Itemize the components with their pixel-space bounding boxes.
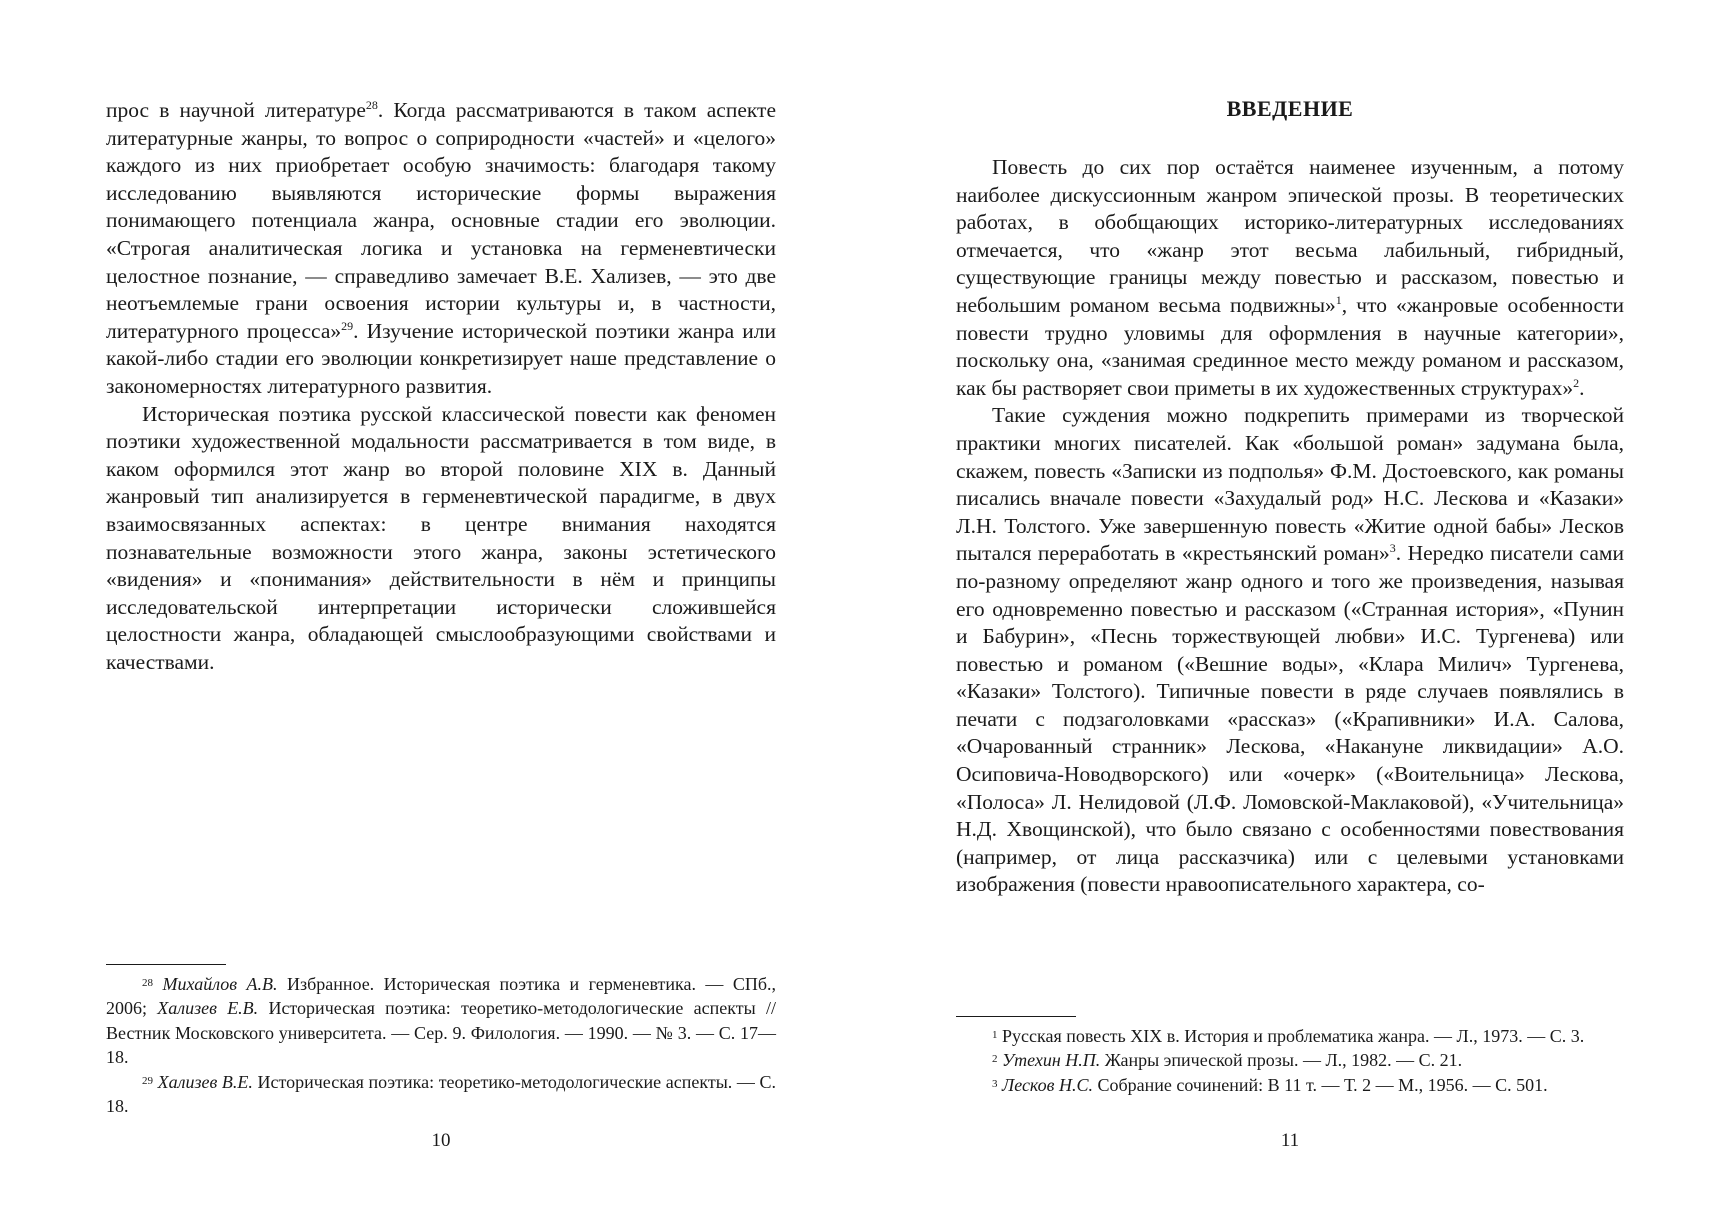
footnote xyxy=(956,1048,1624,1072)
footnote-number: 28 xyxy=(142,977,153,989)
italic-author: Утехин Н.П. xyxy=(1002,1050,1101,1071)
italic-author: Хализев Е.В. xyxy=(157,998,259,1019)
footnote xyxy=(106,972,776,1070)
footnote-reference: 28 xyxy=(365,97,378,112)
footnote-reference: 29 xyxy=(341,318,354,333)
chapter-heading: ВВЕДЕНИЕ xyxy=(1226,96,1354,121)
italic-author: Михайлов А.В. xyxy=(162,974,278,994)
footnote-text: Михайлов А.В. Избранное. Историческая поэтика и герменевтика. — СПб., 2006; Хализев Е.В. Историческая поэтика: теоретико-методологические аспекты // Вестник Московского университета. — Сер. 9. Филология. — 1990. — № 3. — С. 17—18. xyxy=(106,974,777,1068)
footnote-text: Лесков Н.С. Собрание сочинений: В 11 т. — Т. 2 — М., 1956. — С. 501. xyxy=(1002,1074,1548,1095)
footnote-number: 1 xyxy=(992,1029,998,1041)
footnote xyxy=(956,1073,1624,1097)
footnote xyxy=(106,1070,776,1119)
footnote-number: 29 xyxy=(142,1074,153,1087)
page-number: 10 xyxy=(431,1130,451,1151)
page-number: 11 xyxy=(1280,1130,1300,1151)
footnote-separator xyxy=(106,964,226,965)
footnote-reference: 1 xyxy=(1335,292,1342,307)
paragraph: Такие суждения можно подкрепить примерами из творческой практики многих писателей. Как «большой роман» задумана была, скажем, повесть «Записки из подполья» Ф.М. Достоевского, как романы писались вначале повести «Захудалый род» Н.С. Лескова и «Казаки» Л.Н. Толстого. Уже завершенную повесть «Житие одной бабы» Лесков пытался переработать в «крестьянский роман»$^3$. Нередко писатели сами по-разному определяют жанр одного и того же произведения, называя его одновременно повестью и рассказом («Странная история», «Пунин и Бабурин», «Песнь торжествующей любви» И.С. Тургенева) или повестью и романом («Вешние воды», «Клара Милич» Тургенева, «Казаки» Толстого). Типичные повести в ряде случаев появлялись в печати с подзаголовками «рассказ» («Крапивники» И.А. Салова, «Очарованный странник» Лескова, «Накануне ликвидации» А.О. Осиповича-Новодворского) или «очерк» («Воительница» Лескова, «Полоса» Л. Нелидовой (Л.Ф. Ломовской-Маклаковой), «Учительница» Н.Д. Хвощинской), что было связано с особенностями повествования (например, от лица рассказчика) или с целевыми установками изображения (повести нравоописательного характера, со- xyxy=(956,403,1624,897)
footnote-text: Утехин Н.П. Жанры эпической прозы. — Л., 1982. — С. 21. xyxy=(1002,1050,1463,1071)
left-page-body xyxy=(106,97,776,676)
footnote-number: 2 xyxy=(992,1053,998,1066)
right-page xyxy=(956,0,1624,1211)
left-page xyxy=(106,0,776,1211)
footnote-text: Русская повесть XIX в. История и проблематика жанра. — Л., 1973. — С. 3. xyxy=(1002,1026,1585,1046)
right-page-body xyxy=(956,154,1624,899)
footnote-separator xyxy=(956,1016,1076,1017)
right-page-footnotes xyxy=(956,1024,1624,1097)
left-page-footnotes xyxy=(106,972,776,1118)
paragraph: прос в научной литературе$^{28}$. Когда рассматриваются в таком аспекте литературные жанры, то вопрос о соприродности «частей» и «целого» каждого из них приобретает особую значимость: благодаря такому исследованию выявляются исторические формы выражения понимающего потенциала жанра, основные стадии его эволюции. «Строгая аналитическая логика и установка на герменевтически целостное познание, — справедливо замечает В.Е. Хализев, — это две неотъемлемые грани освоения истории культуры и, в частности, литературного процесса»$^{29}$. Изучение исторической поэтики жанра или какой-либо стадии его эволюции конкретизирует наше представление о закономерностях литературного развития. xyxy=(106,97,776,398)
paragraph: Историческая поэтика русской классической повести как феномен поэтики художественной модальности рассматривается в том виде, в каком оформился этот жанр во второй половине XIX в. Данный жанровый тип анализируется в герменевтической парадигме, в двух взаимосвязанных аспектах: в центре внимания находятся познавательные возможности этого жанра, законы эстетического «видения» и «понимания» действительности в нём и принципы исследовательской интерпретации исторически сложившейся целостности жанра, обладающей смыслообразующими свойствами и качествами. xyxy=(106,401,776,674)
footnote xyxy=(956,1024,1624,1048)
footnote-text: Хализев В.Е. Историческая поэтика: теоретико-методологические аспекты. — С. 18. xyxy=(106,1071,776,1117)
italic-author: Хализев В.Е. xyxy=(157,1071,253,1092)
paragraph: Повесть до сих пор остаётся наименее изученным, а потому наиболее дискуссионным жанром эпической прозы. В теоретических работах, в обобщающих историко-литературных исследованиях отмечается, что «жанр этот весьма лабильный, гибридный, существующие границы между повестью и рассказом, повестью и небольшим романом весьма подвижны»$^1$, что «жанровые особенности повести трудно уловимы для оформления в научные категории», поскольку она, «занимая срединное место между романом и рассказом, как бы растворяет свои приметы в их художественных структурах»$^2$. xyxy=(956,155,1624,400)
footnote-reference: 2 xyxy=(1573,375,1580,390)
italic-author: Лесков Н.С. xyxy=(1002,1074,1093,1095)
footnote-number: 3 xyxy=(992,1077,998,1090)
footnote-reference: 3 xyxy=(1389,541,1396,556)
